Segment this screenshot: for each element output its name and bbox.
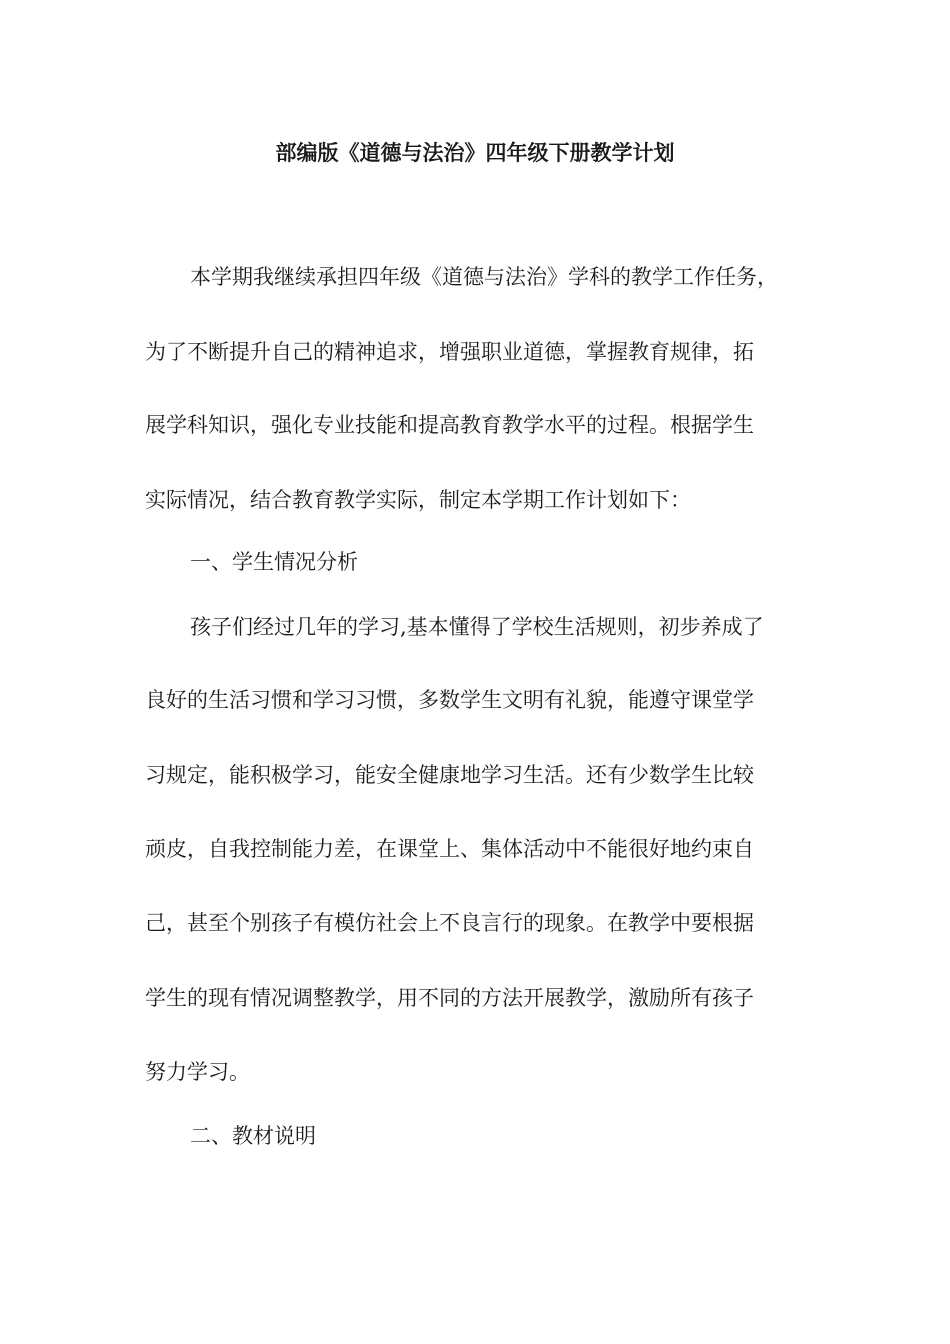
section2-heading: 二、教材说明 xyxy=(190,1124,316,1148)
intro-line-3: 展学科知识，强化专业技能和提高教育教学水平的过程。根据学生 xyxy=(145,413,754,437)
section1-line-3: 习规定，能积极学习，能安全健康地学习生活。还有少数学生比较 xyxy=(145,763,754,787)
intro-line-1: 本学期我继续承担四年级《道德与法治》学科的教学工作任务， xyxy=(190,265,778,289)
section1-heading: 一、学生情况分析 xyxy=(190,550,358,574)
intro-line-2: 为了不断提升自己的精神追求，增强职业道德，掌握教育规律，拓 xyxy=(145,340,754,364)
intro-line-4: 实际情况，结合教育教学实际，制定本学期工作计划如下： xyxy=(145,488,691,512)
section1-line-5: 己，甚至个别孩子有模仿社会上不良言行的现象。在教学中要根据 xyxy=(145,911,754,935)
section1-line-2: 良好的生活习惯和学习习惯，多数学生文明有礼貌，能遵守课堂学 xyxy=(145,688,754,712)
document-title: 部编版《道德与法治》四年级下册教学计划 xyxy=(275,140,675,165)
section1-line-7: 努力学习。 xyxy=(145,1060,250,1084)
section1-line-1: 孩子们经过几年的学习,基本懂得了学校生活规则，初步养成了 xyxy=(190,615,764,639)
section1-line-6: 学生的现有情况调整教学，用不同的方法开展教学，激励所有孩子 xyxy=(145,986,754,1010)
section1-line-4: 顽皮，自我控制能力差，在课堂上、集体活动中不能很好地约束自 xyxy=(145,837,754,861)
